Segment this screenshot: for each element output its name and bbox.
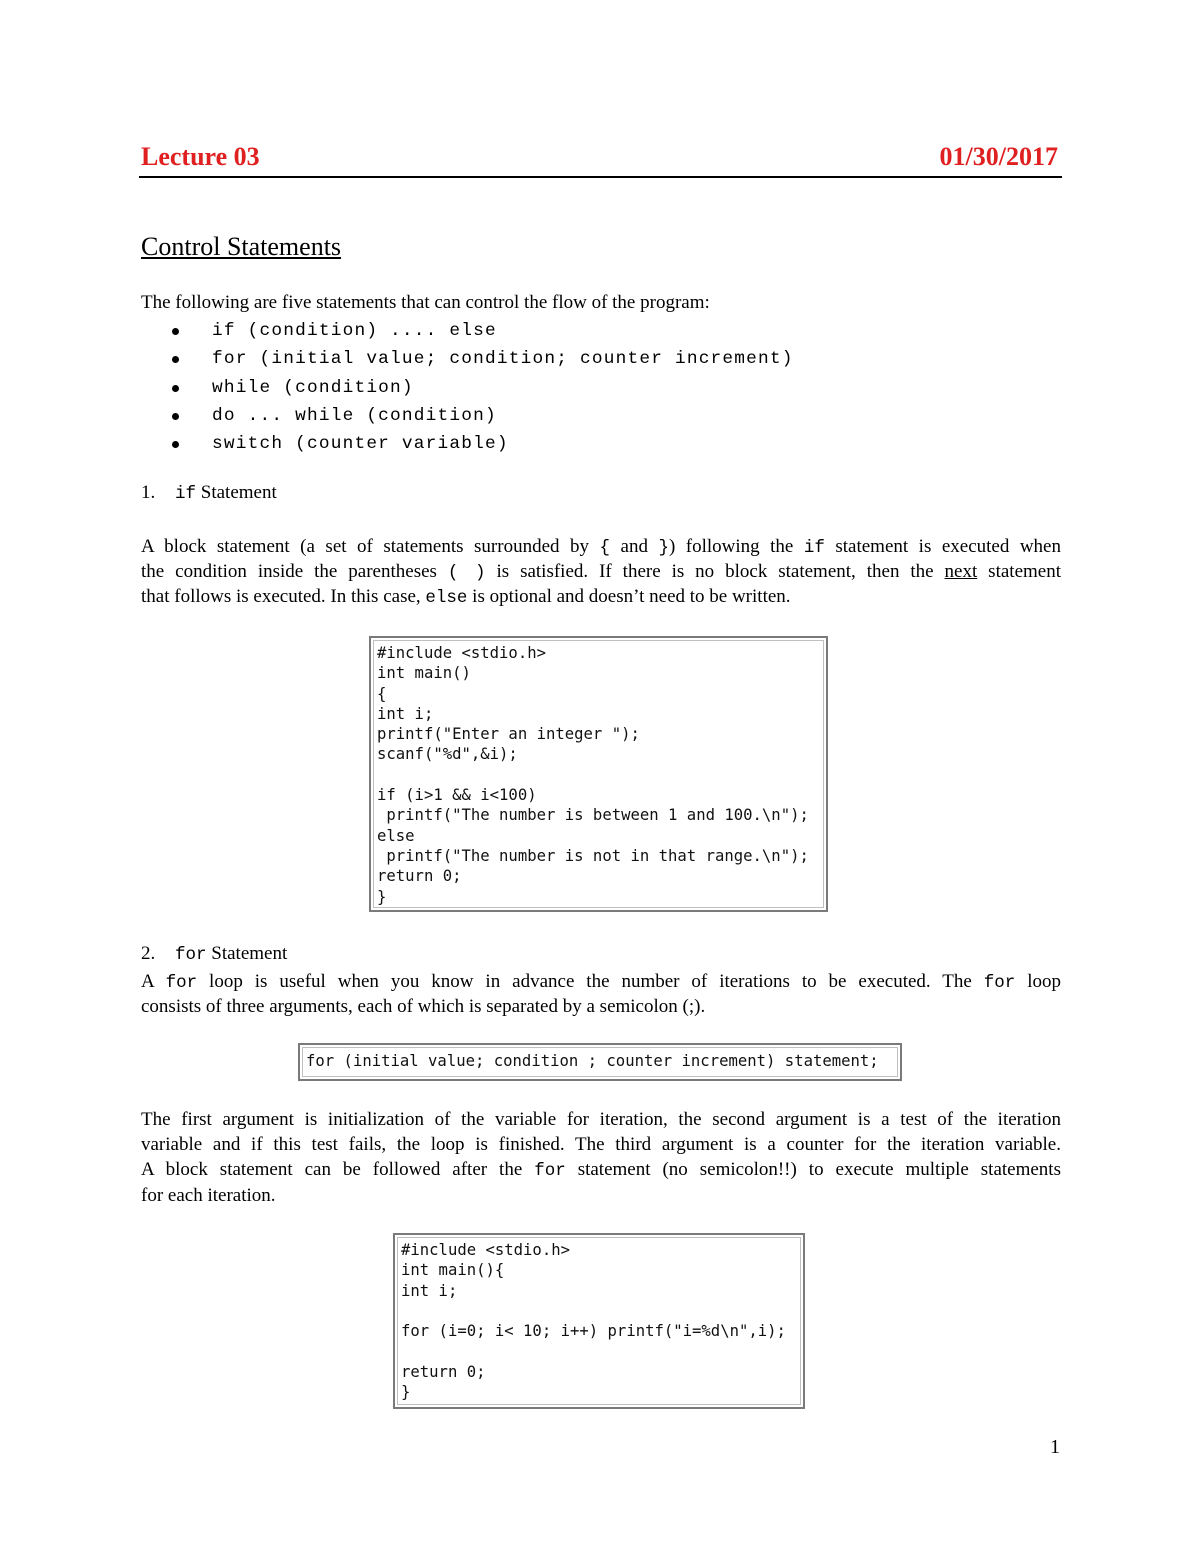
lecture-date: 01/30/2017 [939,142,1058,171]
for-paragraph-line: variable and if this test fails, the loop is finished. The third argument is a counter for the iteration variable. [141,1134,1061,1155]
for-paragraph-line: A block statement can be followed after the for statement (no semicolon!!) to execute multiple statements [141,1159,1061,1181]
if-paragraph-line: that follows is executed. In this case, else is optional and doesn’t need to be written. [141,586,791,608]
lecture-header [139,140,1062,178]
bullet-icon [172,413,179,420]
for-paragraph-line: for each iteration. [141,1185,276,1206]
for-paragraph-line: A for loop is useful when you know in advance the number of iterations to be executed. The for loop [141,971,1061,993]
document-page: Lecture 03 01/30/2017 Control Statements The following are five statements that can control the flow of the program: if (condition) .... else for (initial value; condition; counter increment) while (condition) do ... while (condition) switch (counter variable) 1. if Statement A block statement (a set of statements surrounded by { and }) following the if statement is executed when the condition inside the parentheses ( ) is satisfied. If there is no block statement, then the next statement that follows is executed. In this case, else is optional and doesn’t need to be written. #include <stdio.h> int main() { int i; printf("Enter an integer "); scanf("%d",&i); if (i>1 && i<100) printf("The number is between 1 and 100.\n"); else printf("The number is not in that range.\n"); return 0; } 2. for Statement A for loop is useful when you know in advance the number of iterations to be executed. The for loop consists of three arguments, each of which is separated by a semicolon (;). for (initial value; condition ; counter increment) statement; The first argument is initialization of the variable for iteration, the second argument is a test of the iteration variable and if this test fails, the loop is finished. The third argument is a counter for the iteration variable. A block statement can be followed after the for statement (no semicolon!!) to execute multiple statements for each iteration. #include <stdio.h> int main(){ int i; for (i=0; i< 10; i++) printf("i=%d\n",i); return 0; } 1 [141,142,1061,1458]
code-text: #include <stdio.h> int main() { int i; printf("Enter an integer "); scanf("%d",&i); if (i>1 && i<100) printf("The number is between 1 and 100.\n"); else printf("The number is not in that range.\n"); return 0; } [377,644,809,906]
for-paragraph-line: The first argument is initialization of the variable for iteration, the second argument is a test of the iteration [141,1109,1061,1130]
page-number: 1 [1050,1436,1060,1458]
if-code-example [369,636,828,912]
bullet-icon [172,441,179,448]
if-section-heading: 1. if Statement [141,482,277,504]
for-paragraph-line: consists of three arguments, each of which is separated by a semicolon (;). [141,996,706,1017]
code-text: #include <stdio.h> int main(){ int i; for (i=0; i< 10; i++) printf("i=%d\n",i); return 0; } [401,1241,786,1402]
lecture-title: Lecture 03 [141,142,260,171]
intro-paragraph: The following are five statements that can control the flow of the program: [141,292,710,313]
code-text: for (initial value; condition ; counter increment) statement; [306,1052,879,1070]
bullet-icon [172,385,179,392]
bullet-icon [172,328,179,335]
section-title: Control Statements [141,232,342,261]
if-paragraph-line: A block statement (a set of statements surrounded by { and }) following the if statement is executed when [141,536,1061,558]
if-paragraph-line: the condition inside the parentheses ( ) is satisfied. If there is no block statement, then the next statement [141,561,1061,583]
for-syntax-box [298,1043,902,1081]
bullet-icon [172,356,179,363]
for-code-example [393,1233,805,1409]
for-section-heading: 2. for Statement [141,943,288,965]
